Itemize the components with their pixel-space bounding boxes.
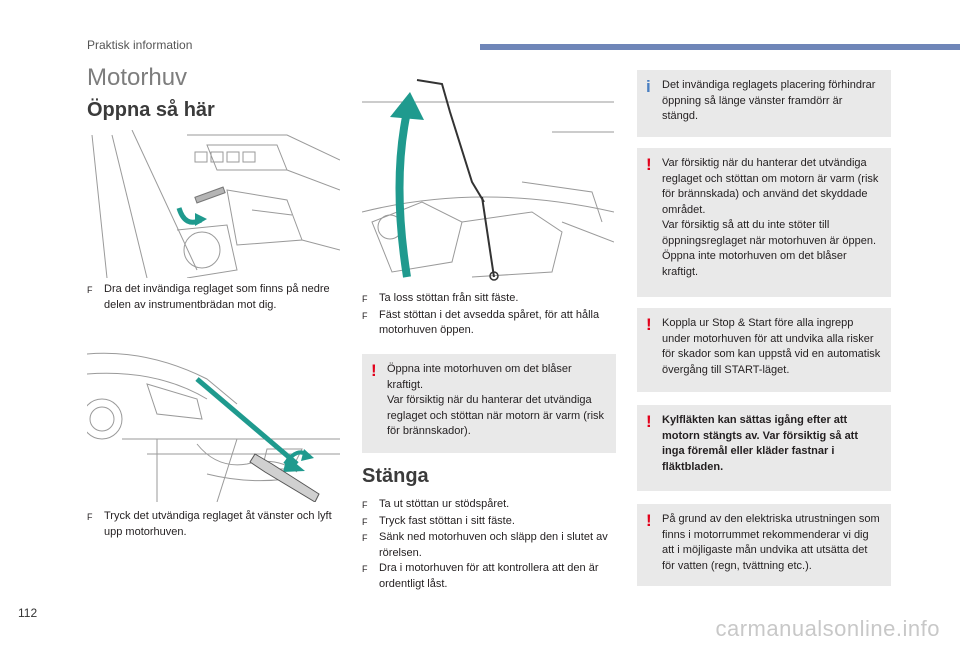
bullet-text: Dra det invändiga reglaget som finns på nedre delen av instrumentbrädan mot dig. xyxy=(104,283,330,311)
open-step-3 xyxy=(362,291,614,339)
watermark: carmanualsonline.info xyxy=(715,616,940,641)
close-steps xyxy=(362,497,616,592)
warning-icon: ! xyxy=(646,155,652,174)
bullet-marker: F xyxy=(87,285,93,295)
bullet-marker: F xyxy=(362,500,368,510)
warning-icon: ! xyxy=(646,315,652,334)
warning-text: Var försiktig när du hanterar det utvändiga reglaget och stöttan om motorn är varm (risk för brännskada) och använd det skyddade området. xyxy=(662,157,879,216)
header-section-label: Praktisk information xyxy=(87,38,193,52)
warning-box-stop-start xyxy=(637,308,891,392)
bonnet-stay-illustration xyxy=(362,72,614,284)
bullet-marker: F xyxy=(362,294,368,304)
warning-icon: ! xyxy=(646,511,652,530)
warning-box-water xyxy=(637,504,891,586)
open-step-1 xyxy=(87,282,340,313)
bullet-marker: F xyxy=(362,516,368,527)
warning-box-hot-engine xyxy=(637,148,891,297)
warning-text: Koppla ur Stop & Start före alla ingrepp under motorhuven för att undvika alla risker för skador som kan uppstå vid en automatisk övergång till START-läget. xyxy=(662,317,881,376)
close-section-title: Stänga xyxy=(362,465,429,487)
warning-text: Var försiktig så att du inte stöter till öppningsreglaget när motorhuven är öppen. xyxy=(662,219,877,247)
warning-icon: ! xyxy=(371,361,377,380)
warning-text: Öppna inte motorhuven om det blåser kraftigt. xyxy=(662,250,847,278)
info-text: Det invändiga reglagets placering förhindrar öppning så länge vänster framdörr är stängd. xyxy=(662,79,876,122)
bullet-marker: F xyxy=(362,533,368,543)
bullet-marker: F xyxy=(87,512,93,522)
bullet-text: Tryck fast stöttan i sitt fäste. xyxy=(379,514,515,527)
bullet-marker: F xyxy=(362,310,368,321)
exterior-lever-illustration xyxy=(87,344,340,502)
warning-text: Öppna inte motorhuven om det blåser kraftigt. xyxy=(387,363,572,391)
bullet-text: Ta ut stöttan ur stödspåret. xyxy=(379,498,510,510)
warning-box-cooling-fan xyxy=(637,405,891,491)
open-section-title: Öppna så här xyxy=(87,99,215,121)
bullet-text: Sänk ned motorhuven och släpp den i slutet av rörelsen. xyxy=(379,531,608,559)
warning-icon: ! xyxy=(646,412,652,431)
warning-text: Var försiktig när du hanterar det utvändiga reglaget och stöttan när motorn är varm (risk för brännskador). xyxy=(387,394,605,437)
warning-text: Kylfläkten kan sättas igång efter att motorn stängts av. Var försiktig så att inga föremål eller kläder fastnar i fläktbladen. xyxy=(662,414,859,473)
info-icon: i xyxy=(646,77,651,96)
bullet-text: Dra i motorhuven för att kontrollera att den är ordentligt låst. xyxy=(379,562,599,590)
warning-text: På grund av den elektriska utrustningen som finns i motorrummet rekommenderar vi dig att i möjligaste mån undvika att utsätta det för vatten (regn, tvättning etc.). xyxy=(662,513,880,572)
page-number: 112 xyxy=(18,606,38,620)
interior-lever-illustration xyxy=(87,130,340,278)
open-step-2 xyxy=(87,509,340,540)
info-box xyxy=(637,70,891,137)
bullet-text: Fäst stöttan i det avsedda spåret, för att hålla motorhuven öppen. xyxy=(379,308,600,336)
bullet-text: Ta loss stöttan från sitt fäste. xyxy=(379,292,519,304)
open-warning-box xyxy=(362,354,616,453)
header-accent-bar xyxy=(480,44,960,50)
bullet-text: Tryck det utvändiga reglaget åt vänster och lyft upp motorhuven. xyxy=(104,510,332,538)
bullet-marker: F xyxy=(362,564,368,574)
page-title: Motorhuv xyxy=(87,64,188,91)
